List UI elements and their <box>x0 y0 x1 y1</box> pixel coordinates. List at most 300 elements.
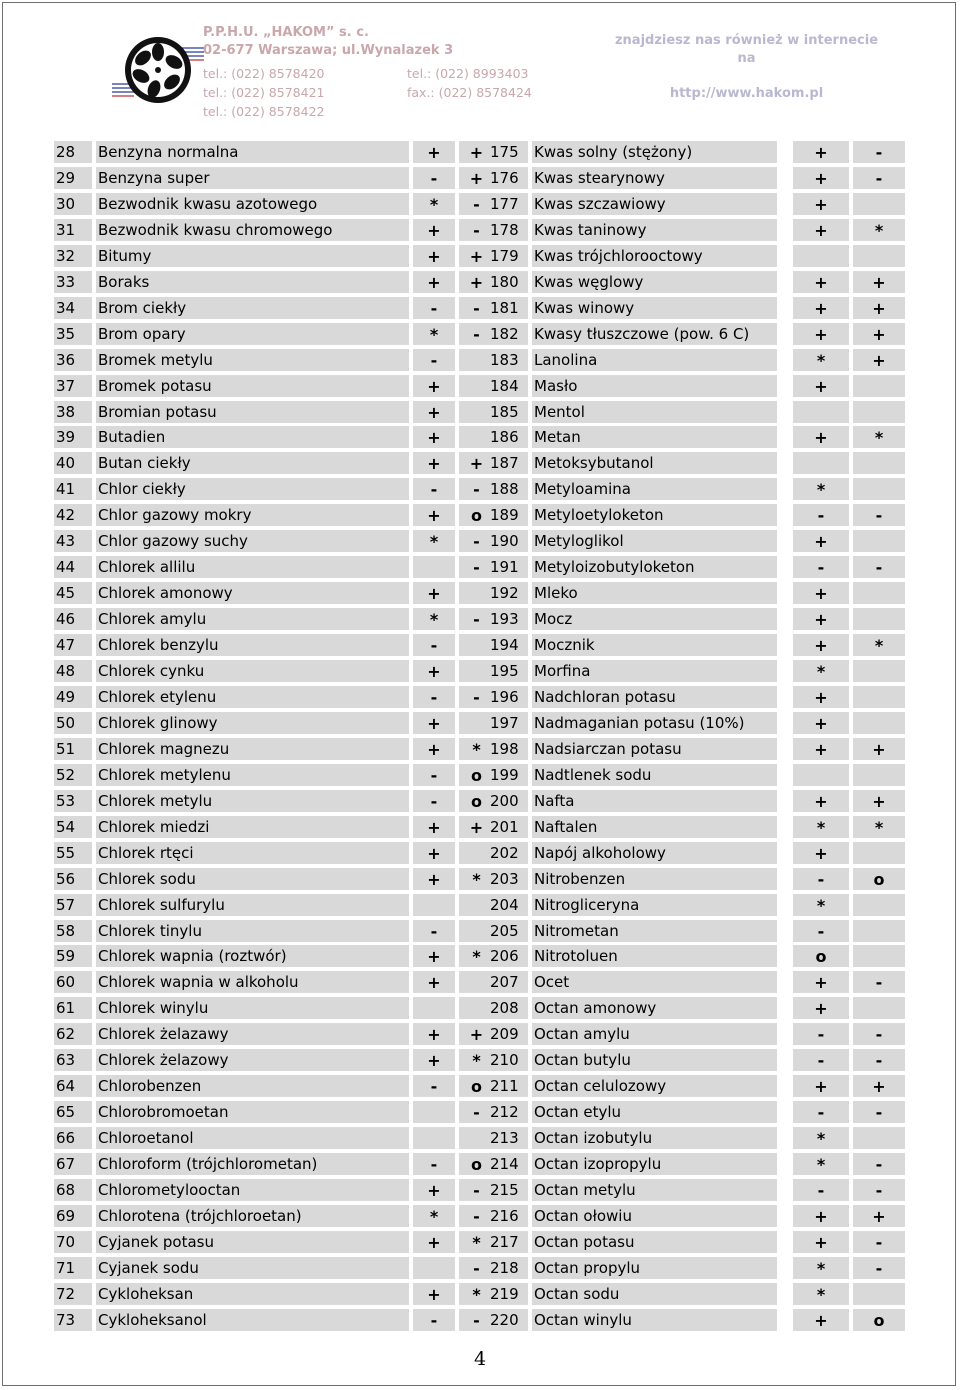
rating-1: + <box>413 271 455 293</box>
substance-name: Nitrotoluen <box>532 945 777 967</box>
row-number: 202 <box>488 842 528 864</box>
substance-name: Nadchloran potasu <box>532 686 777 708</box>
rating-2 <box>853 920 905 942</box>
rating-1: + <box>793 193 849 215</box>
substance-name: Butadien <box>96 426 409 448</box>
substance-name: Naftalen <box>532 816 777 838</box>
substance-name: Kwas węglowy <box>532 271 777 293</box>
substance-name: Bitumy <box>96 245 409 267</box>
substance-name: Chlorek wapnia w alkoholu <box>96 971 409 993</box>
row-number: 210 <box>488 1049 528 1071</box>
rating-1: - <box>793 504 849 526</box>
rating-2: - <box>459 556 494 578</box>
row-number: 39 <box>54 426 92 448</box>
rating-1: + <box>793 219 849 241</box>
rating-2 <box>853 712 905 734</box>
rating-1 <box>793 452 849 474</box>
substance-name: Bromek potasu <box>96 375 409 397</box>
rating-1: + <box>413 816 455 838</box>
substance-name: Chlorek sodu <box>96 868 409 890</box>
rating-2: + <box>853 790 905 812</box>
substance-name: Nitrometan <box>532 920 777 942</box>
rating-2: * <box>459 1283 494 1305</box>
rating-1: - <box>413 478 455 500</box>
rating-2: + <box>853 1205 905 1227</box>
rating-1: + <box>793 375 849 397</box>
substance-name: Morfina <box>532 660 777 682</box>
substance-name: Bromian potasu <box>96 401 409 423</box>
rating-2: o <box>459 790 494 812</box>
web-url[interactable]: http://www.hakom.pl <box>669 86 824 101</box>
rating-1: + <box>793 790 849 812</box>
rating-1: + <box>793 842 849 864</box>
row-number: 186 <box>488 426 528 448</box>
rating-2: * <box>853 219 905 241</box>
rating-1: + <box>793 634 849 656</box>
rating-2: - <box>853 1257 905 1279</box>
row-number: 60 <box>54 971 92 993</box>
row-number: 212 <box>488 1101 528 1123</box>
row-number: 185 <box>488 401 528 423</box>
rating-2: - <box>853 1231 905 1253</box>
row-number: 46 <box>54 608 92 630</box>
substance-name: Chlor gazowy mokry <box>96 504 409 526</box>
substance-name: Octan potasu <box>532 1231 777 1253</box>
row-number: 217 <box>488 1231 528 1253</box>
row-number: 220 <box>488 1309 528 1331</box>
substance-name: Metyloglikol <box>532 530 777 552</box>
rating-1: + <box>793 582 849 604</box>
row-number: 203 <box>488 868 528 890</box>
substance-name: Mocznik <box>532 634 777 656</box>
rating-1: + <box>413 868 455 890</box>
rating-1: + <box>793 712 849 734</box>
row-number: 206 <box>488 945 528 967</box>
row-number: 55 <box>54 842 92 864</box>
row-number: 192 <box>488 582 528 604</box>
rating-2: - <box>853 1179 905 1201</box>
hakom-logo <box>110 34 206 106</box>
row-number: 180 <box>488 271 528 293</box>
row-number: 179 <box>488 245 528 267</box>
rating-1: - <box>793 556 849 578</box>
rating-1: + <box>413 1283 455 1305</box>
row-number: 51 <box>54 738 92 760</box>
row-number: 33 <box>54 271 92 293</box>
substance-name: Octan amonowy <box>532 997 777 1019</box>
substance-name: Octan izopropylu <box>532 1153 777 1175</box>
rating-1: + <box>793 141 849 163</box>
row-number: 42 <box>54 504 92 526</box>
rating-2 <box>853 608 905 630</box>
substance-name: Chlorobenzen <box>96 1075 409 1097</box>
substance-name: Chlorek wapnia (roztwór) <box>96 945 409 967</box>
phone-2: tel.: (022) 8578421 <box>203 85 325 100</box>
rating-1: - <box>793 868 849 890</box>
substance-name: Chlorek miedzi <box>96 816 409 838</box>
rating-2 <box>853 452 905 474</box>
row-number: 207 <box>488 971 528 993</box>
rating-1: + <box>413 141 455 163</box>
rating-2: - <box>459 1205 494 1227</box>
rating-1: + <box>793 738 849 760</box>
row-number: 30 <box>54 193 92 215</box>
rating-2: + <box>459 1023 494 1045</box>
row-number: 190 <box>488 530 528 552</box>
rating-1: * <box>793 349 849 371</box>
row-number: 201 <box>488 816 528 838</box>
row-number: 53 <box>54 790 92 812</box>
rating-1: + <box>413 219 455 241</box>
rating-2: - <box>459 1257 494 1279</box>
rating-2: + <box>459 167 494 189</box>
rating-1: * <box>793 478 849 500</box>
rating-2: - <box>459 478 494 500</box>
row-number: 178 <box>488 219 528 241</box>
row-number: 31 <box>54 219 92 241</box>
row-number: 177 <box>488 193 528 215</box>
company-address: 02-677 Warszawa; ul.Wynalazek 3 <box>203 43 454 58</box>
row-number: 209 <box>488 1023 528 1045</box>
substance-name: Mentol <box>532 401 777 423</box>
rating-1: + <box>413 945 455 967</box>
row-number: 181 <box>488 297 528 319</box>
rating-1: - <box>413 349 455 371</box>
row-number: 184 <box>488 375 528 397</box>
row-number: 41 <box>54 478 92 500</box>
substance-name: Cykloheksan <box>96 1283 409 1305</box>
rating-1: - <box>413 764 455 786</box>
substance-name: Chlor ciekły <box>96 478 409 500</box>
row-number: 59 <box>54 945 92 967</box>
rating-1: + <box>793 1309 849 1331</box>
rating-1 <box>413 997 455 1019</box>
substance-name: Brom ciekły <box>96 297 409 319</box>
row-number: 216 <box>488 1205 528 1227</box>
substance-name: Octan metylu <box>532 1179 777 1201</box>
rating-1: + <box>413 842 455 864</box>
row-number: 214 <box>488 1153 528 1175</box>
rating-1: - <box>793 1179 849 1201</box>
rating-1: * <box>413 530 455 552</box>
rating-2: * <box>459 738 494 760</box>
substance-name: Metyloizobutyloketon <box>532 556 777 578</box>
rating-2: * <box>459 868 494 890</box>
rating-2: - <box>853 1101 905 1123</box>
rating-2: - <box>853 971 905 993</box>
rating-2 <box>853 997 905 1019</box>
substance-name: Chlorek allilu <box>96 556 409 578</box>
substance-name: Benzyna normalna <box>96 141 409 163</box>
rating-2: - <box>459 1309 494 1331</box>
row-number: 219 <box>488 1283 528 1305</box>
row-number: 208 <box>488 997 528 1019</box>
rating-1 <box>413 1127 455 1149</box>
rating-1: - <box>413 297 455 319</box>
substance-name: Cyjanek potasu <box>96 1231 409 1253</box>
row-number: 69 <box>54 1205 92 1227</box>
rating-1: - <box>793 1101 849 1123</box>
row-number: 62 <box>54 1023 92 1045</box>
substance-name: Chlor gazowy suchy <box>96 530 409 552</box>
substance-name: Kwas winowy <box>532 297 777 319</box>
row-number: 193 <box>488 608 528 630</box>
substance-name: Chlorek amonowy <box>96 582 409 604</box>
substance-name: Kwas trójchlorooctowy <box>532 245 777 267</box>
row-number: 54 <box>54 816 92 838</box>
rating-1: + <box>793 608 849 630</box>
substance-name: Chlorek etylenu <box>96 686 409 708</box>
rating-2: o <box>853 1309 905 1331</box>
rating-1: + <box>413 971 455 993</box>
substance-name: Bezwodnik kwasu azotowego <box>96 193 409 215</box>
rating-1: + <box>413 1023 455 1045</box>
substance-name: Octan propylu <box>532 1257 777 1279</box>
substance-name: Octan sodu <box>532 1283 777 1305</box>
substance-name: Nitrobenzen <box>532 868 777 890</box>
phones-column-2 <box>407 64 532 102</box>
row-number: 176 <box>488 167 528 189</box>
row-number: 57 <box>54 894 92 916</box>
rating-1: + <box>793 971 849 993</box>
rating-2: o <box>459 504 494 526</box>
row-number: 70 <box>54 1231 92 1253</box>
substance-name: Nadtlenek sodu <box>532 764 777 786</box>
substance-name: Chlorometylooctan <box>96 1179 409 1201</box>
rating-1: - <box>793 920 849 942</box>
substance-name: Octan celulozowy <box>532 1075 777 1097</box>
substance-name: Chlorek cynku <box>96 660 409 682</box>
row-number: 47 <box>54 634 92 656</box>
row-number: 64 <box>54 1075 92 1097</box>
rating-2: - <box>853 141 905 163</box>
row-number: 50 <box>54 712 92 734</box>
phones-column-1 <box>203 64 324 121</box>
rating-2: + <box>459 271 494 293</box>
row-number: 49 <box>54 686 92 708</box>
rating-2: * <box>853 634 905 656</box>
rating-1: * <box>413 323 455 345</box>
rating-1: + <box>413 426 455 448</box>
rating-1: - <box>413 790 455 812</box>
rating-1 <box>413 1101 455 1123</box>
substance-name: Chloroform (trójchlorometan) <box>96 1153 409 1175</box>
rating-2 <box>853 660 905 682</box>
rating-1: - <box>793 1049 849 1071</box>
substance-name: Butan ciekły <box>96 452 409 474</box>
rating-2: + <box>459 245 494 267</box>
rating-1: + <box>793 1075 849 1097</box>
rating-2 <box>853 375 905 397</box>
substance-name: Metyloamina <box>532 478 777 500</box>
phone-3: tel.: (022) 8578422 <box>203 104 325 119</box>
rating-2 <box>853 478 905 500</box>
row-number: 28 <box>54 141 92 163</box>
substance-name: Metyloetyloketon <box>532 504 777 526</box>
substance-name: Octan etylu <box>532 1101 777 1123</box>
rating-1: - <box>413 1309 455 1331</box>
substance-name: Lanolina <box>532 349 777 371</box>
rating-1: + <box>413 712 455 734</box>
row-number: 56 <box>54 868 92 890</box>
rating-1: + <box>793 271 849 293</box>
rating-2: o <box>459 1075 494 1097</box>
rating-1: * <box>413 1205 455 1227</box>
rating-1: + <box>793 1205 849 1227</box>
rating-1: * <box>793 816 849 838</box>
substance-name: Boraks <box>96 271 409 293</box>
substance-name: Kwas solny (stężony) <box>532 141 777 163</box>
rating-1: * <box>413 608 455 630</box>
rating-2 <box>853 1127 905 1149</box>
row-number: 205 <box>488 920 528 942</box>
substance-name: Chlorek żelazawy <box>96 1023 409 1045</box>
rating-2: * <box>853 816 905 838</box>
substance-name: Mocz <box>532 608 777 630</box>
substance-name: Chlorek glinowy <box>96 712 409 734</box>
row-number: 175 <box>488 141 528 163</box>
row-number: 189 <box>488 504 528 526</box>
rating-2: + <box>853 349 905 371</box>
substance-name: Chlorek sulfurylu <box>96 894 409 916</box>
substance-name: Kwas szczawiowy <box>532 193 777 215</box>
rating-2: * <box>853 426 905 448</box>
rating-1: + <box>793 426 849 448</box>
row-number: 32 <box>54 245 92 267</box>
substance-name: Chlorek tinylu <box>96 920 409 942</box>
row-number: 65 <box>54 1101 92 1123</box>
row-number: 67 <box>54 1153 92 1175</box>
row-number: 198 <box>488 738 528 760</box>
rating-2 <box>853 401 905 423</box>
rating-1: + <box>793 1231 849 1253</box>
rating-2: + <box>459 816 494 838</box>
row-number: 71 <box>54 1257 92 1279</box>
rating-1: + <box>793 686 849 708</box>
rating-1 <box>413 1257 455 1279</box>
substance-name: Masło <box>532 375 777 397</box>
row-number: 211 <box>488 1075 528 1097</box>
row-number: 63 <box>54 1049 92 1071</box>
rating-1: - <box>413 167 455 189</box>
row-number: 194 <box>488 634 528 656</box>
rating-1: + <box>793 530 849 552</box>
row-number: 73 <box>54 1309 92 1331</box>
row-number: 38 <box>54 401 92 423</box>
rating-1: + <box>793 323 849 345</box>
rating-2: - <box>459 608 494 630</box>
substance-name: Brom opary <box>96 323 409 345</box>
row-number: 43 <box>54 530 92 552</box>
row-number: 45 <box>54 582 92 604</box>
substance-name: Nafta <box>532 790 777 812</box>
row-number: 58 <box>54 920 92 942</box>
rating-2: - <box>853 167 905 189</box>
web-line-2: na <box>737 51 756 66</box>
rating-2 <box>853 193 905 215</box>
row-number: 191 <box>488 556 528 578</box>
rating-1: - <box>413 1153 455 1175</box>
substance-name: Metan <box>532 426 777 448</box>
rating-2: - <box>459 297 494 319</box>
fax: fax.: (022) 8578424 <box>407 85 532 100</box>
rating-2 <box>853 764 905 786</box>
rating-2: - <box>459 193 494 215</box>
substance-name: Chlorek amylu <box>96 608 409 630</box>
rating-2: - <box>459 530 494 552</box>
rating-2: + <box>853 297 905 319</box>
rating-2: o <box>459 764 494 786</box>
rating-1: * <box>793 894 849 916</box>
row-number: 197 <box>488 712 528 734</box>
substance-name: Octan butylu <box>532 1049 777 1071</box>
substance-name: Napój alkoholowy <box>532 842 777 864</box>
phone-4: tel.: (022) 8993403 <box>407 66 529 81</box>
substance-name: Kwasy tłuszczowe (pow. 6 C) <box>532 323 777 345</box>
substance-name: Cyjanek sodu <box>96 1257 409 1279</box>
substance-name: Octan ołowiu <box>532 1205 777 1227</box>
row-number: 34 <box>54 297 92 319</box>
rating-2 <box>853 245 905 267</box>
rating-2 <box>853 894 905 916</box>
rating-2: + <box>853 271 905 293</box>
row-number: 44 <box>54 556 92 578</box>
rating-2: + <box>853 738 905 760</box>
substance-name: Chlorek żelazowy <box>96 1049 409 1071</box>
substance-name: Kwas taninowy <box>532 219 777 241</box>
row-number: 199 <box>488 764 528 786</box>
substance-name: Cykloheksanol <box>96 1309 409 1331</box>
substance-name: Chlorek winylu <box>96 997 409 1019</box>
rating-2 <box>853 1283 905 1305</box>
rating-2: * <box>459 1049 494 1071</box>
rating-1: + <box>413 738 455 760</box>
rating-2: + <box>459 141 494 163</box>
rating-2: + <box>853 1075 905 1097</box>
rating-1: * <box>413 193 455 215</box>
rating-2: - <box>459 219 494 241</box>
rating-2: * <box>459 1231 494 1253</box>
substance-name: Chloroetanol <box>96 1127 409 1149</box>
rating-1: + <box>413 1049 455 1071</box>
substance-name: Chlorek rtęci <box>96 842 409 864</box>
substance-name: Nadsiarczan potasu <box>532 738 777 760</box>
row-number: 200 <box>488 790 528 812</box>
rating-2: - <box>459 686 494 708</box>
rating-2: - <box>853 1153 905 1175</box>
row-number: 195 <box>488 660 528 682</box>
rating-1 <box>413 556 455 578</box>
rating-2: + <box>459 452 494 474</box>
rating-2: - <box>853 1023 905 1045</box>
rating-1: + <box>413 1179 455 1201</box>
rating-1: * <box>793 1153 849 1175</box>
row-number: 66 <box>54 1127 92 1149</box>
rating-1: + <box>413 504 455 526</box>
web-line-1: znajdziesz nas również w internecie <box>614 33 879 48</box>
rating-1: o <box>793 945 849 967</box>
substance-name: Nitrogliceryna <box>532 894 777 916</box>
substance-name: Chlorek metylu <box>96 790 409 812</box>
row-number: 52 <box>54 764 92 786</box>
row-number: 36 <box>54 349 92 371</box>
rating-2: - <box>459 1179 494 1201</box>
row-number: 29 <box>54 167 92 189</box>
row-number: 188 <box>488 478 528 500</box>
rating-1: - <box>413 920 455 942</box>
rating-1: + <box>413 452 455 474</box>
rating-2: - <box>853 504 905 526</box>
